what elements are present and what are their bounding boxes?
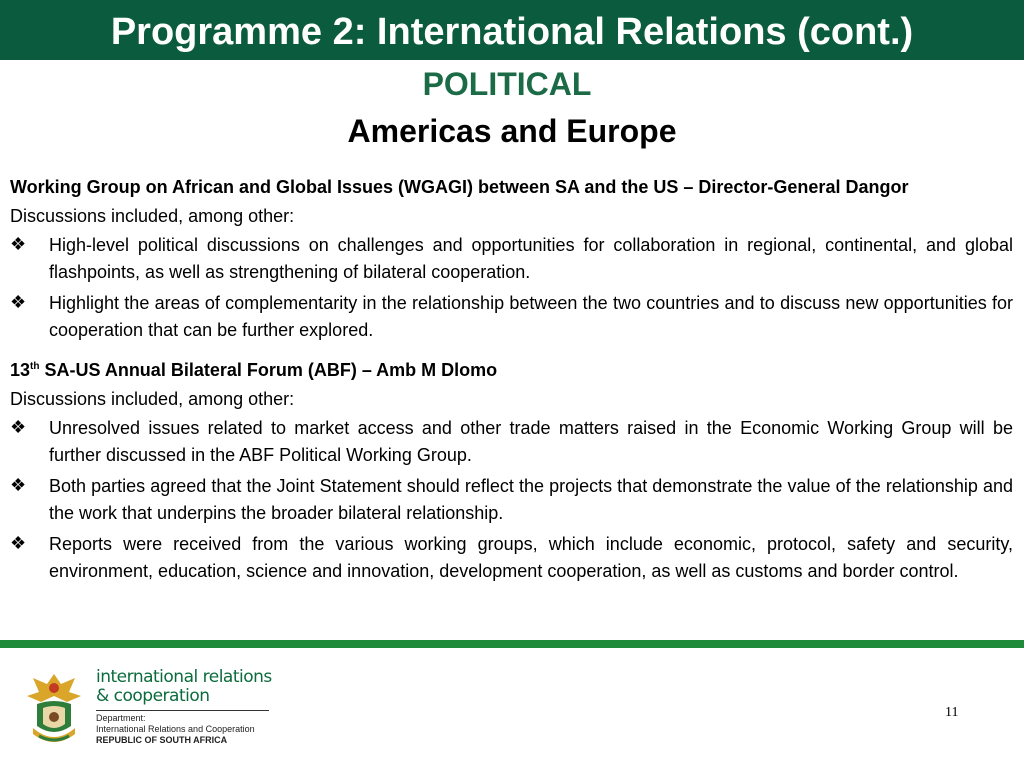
slide-subtitle: Americas and Europe — [347, 113, 677, 149]
bullet-item — [10, 531, 1013, 585]
footer-divider — [0, 640, 1024, 648]
logo-divider — [96, 710, 269, 711]
diamond-bullet-icon: ❖ — [10, 417, 27, 437]
bullet-item — [10, 473, 1013, 527]
department-name: International Relations and Cooperation — [96, 724, 255, 734]
logo-line-2: & cooperation — [96, 686, 210, 706]
bullet-text: Unresolved issues related to market access and other trade matters raised in the Economic Working Group will be further discussed in the ABF Political Working Group. — [49, 418, 1013, 465]
bullet-item — [10, 232, 1013, 286]
slide-content — [10, 174, 1013, 589]
abf-heading-number: 13 — [10, 360, 31, 380]
sa-coat-of-arms-icon — [23, 670, 85, 750]
department-logo — [96, 668, 276, 746]
diamond-bullet-icon: ❖ — [10, 475, 27, 495]
wgagi-block — [10, 174, 1013, 344]
section-label: POLITICAL — [422, 66, 592, 102]
bullet-text: Both parties agreed that the Joint Statement should reflect the projects that demonstrate the value of the relationship and the work that underpins the broader bilateral relationship. — [49, 476, 1013, 523]
bullet-text: Highlight the areas of complementarity in the relationship between the two countries and to discuss new opportunities for cooperation that can be further explored. — [49, 293, 1013, 340]
diamond-bullet-icon: ❖ — [10, 234, 27, 254]
diamond-bullet-icon: ❖ — [10, 292, 27, 312]
abf-intro: Discussions included, among other: — [10, 389, 295, 409]
page-number: 11 — [945, 705, 959, 720]
bullet-text: Reports were received from the various working groups, which include economic, protocol, safety and security, environment, education, science and innovation, development cooperation, as well as customs and border control. — [49, 534, 1013, 581]
bullet-text: High-level political discussions on challenges and opportunities for collaboration in regional, continental, and global flashpoints, as well as strengthening of bilateral cooperation. — [49, 235, 1013, 282]
abf-heading — [10, 357, 1013, 384]
diamond-bullet-icon: ❖ — [10, 533, 27, 553]
bullet-item — [10, 415, 1013, 469]
abf-block — [10, 357, 1013, 585]
wgagi-intro: Discussions included, among other: — [10, 206, 295, 226]
country-name: REPUBLIC OF SOUTH AFRICA — [96, 735, 228, 745]
abf-heading-ordinal: th — [30, 361, 40, 372]
bullet-item — [10, 290, 1013, 344]
abf-heading-text: SA-US Annual Bilateral Forum (ABF) – Amb M Dlomo — [39, 360, 498, 380]
slide-title: Programme 2: International Relations (cont.) — [110, 11, 914, 53]
department-label: Department: — [96, 713, 146, 723]
logo-line-1: international relations — [96, 667, 272, 687]
title-bar — [0, 0, 1024, 60]
wgagi-heading: Working Group on African and Global Issues (WGAGI) between SA and the US – Director-General Dangor — [10, 177, 909, 197]
